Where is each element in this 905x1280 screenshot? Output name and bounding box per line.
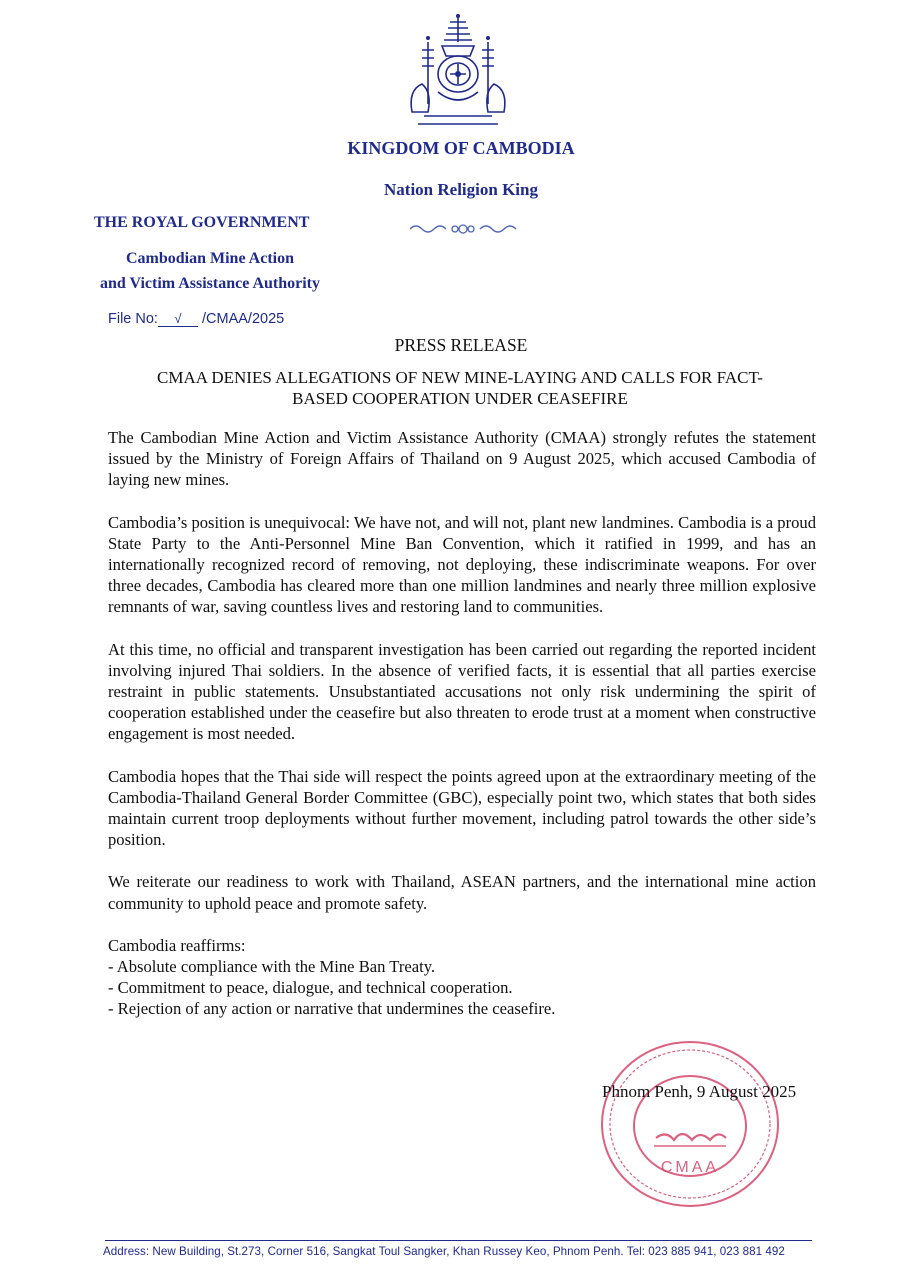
body-paragraph: Cambodia’s position is unequivocal: We have not, and will not, plant new landmines. Cambodia is a proud State Party to the Anti-Personnel Mine Ban Convention, which it ratified in 1999, and has an internationally recognized record of removing, not deploying, these indiscriminate weapons. For over three decades, Cambodia has cleared more than one million landmines and nearly three million explosive remnants of war, saving countless lives and restoring land to communities. [108, 512, 816, 617]
reaffirm-item: - Rejection of any action or narrative that undermines the ceasefire. [108, 999, 556, 1019]
headline-line1: CMAA DENIES ALLEGATIONS OF NEW MINE-LAYING AND CALLS FOR FACT- [157, 368, 763, 387]
press-release-title: PRESS RELEASE [394, 335, 528, 355]
authority-name-line2: and Victim Assistance Authority [99, 275, 320, 292]
stamp-label: CMAA [660, 1159, 720, 1176]
body-paragraph: At this time, no official and transparent investigation has been carried out regarding the reported incident involving injured Thai soldiers. In the absence of verified facts, it is essential that all parties exercise restraint in public statements. Unsubstantiated accusations not only risk undermining the spirit of cooperation established under the ceasefire but also threaten to erode trust at a moment when constructive engagement is most needed. [108, 639, 816, 744]
government-heading: THE ROYAL GOVERNMENT [94, 214, 310, 231]
dateline: Phnom Penh, 9 August 2025 [602, 1082, 797, 1101]
file-number-value: √ [158, 312, 198, 327]
file-number-label: File No: [108, 311, 158, 327]
file-number [108, 311, 284, 327]
body-paragraph: We reiterate our readiness to work with Thailand, ASEAN partners, and the international mine action community to uphold peace and promote safety. [108, 872, 816, 913]
official-stamp-seal [596, 1036, 784, 1212]
national-motto: Nation Religion King [384, 180, 538, 199]
country-heading: KINGDOM OF CAMBODIA [347, 138, 575, 158]
reaffirm-item: - Commitment to peace, dialogue, and technical cooperation. [108, 978, 513, 998]
file-number-suffix: /CMAA/2025 [202, 311, 285, 327]
royal-coat-of-arms-emblem [398, 12, 518, 132]
authority-name [90, 246, 330, 296]
press-release-body [108, 427, 816, 1020]
body-paragraph: Cambodia hopes that the Thai side will respect the points agreed upon at the extraordinary meeting of the Cambodia-Thailand General Border Committee (GBC), especially point two, which states that both sides maintain current troop deployments without further movement, including patrol towards the other side’s position. [108, 766, 816, 850]
decorative-divider-ornament [408, 222, 518, 236]
footer-divider [105, 1240, 812, 1241]
press-release-headline [110, 367, 810, 409]
footer-address: Address: New Building, St.273, Corner 516, Sangkat Toul Sangker, Khan Russey Keo, Phnom Penh. Tel: 023 885 941, 023 881 492 [103, 1245, 785, 1258]
authority-name-line1: Cambodian Mine Action [125, 250, 294, 267]
reaffirm-list [108, 935, 816, 1020]
reaffirm-item: - Absolute compliance with the Mine Ban Treaty. [108, 957, 436, 977]
headline-line2: BASED COOPERATION UNDER CEASEFIRE [292, 389, 628, 408]
body-paragraph: The Cambodian Mine Action and Victim Assistance Authority (CMAA) strongly refutes the statement issued by the Ministry of Foreign Affairs of Thailand on 9 August 2025, which accused Cambodia of laying new mines. [108, 428, 816, 490]
reaffirm-intro: Cambodia reaffirms: [108, 935, 246, 955]
